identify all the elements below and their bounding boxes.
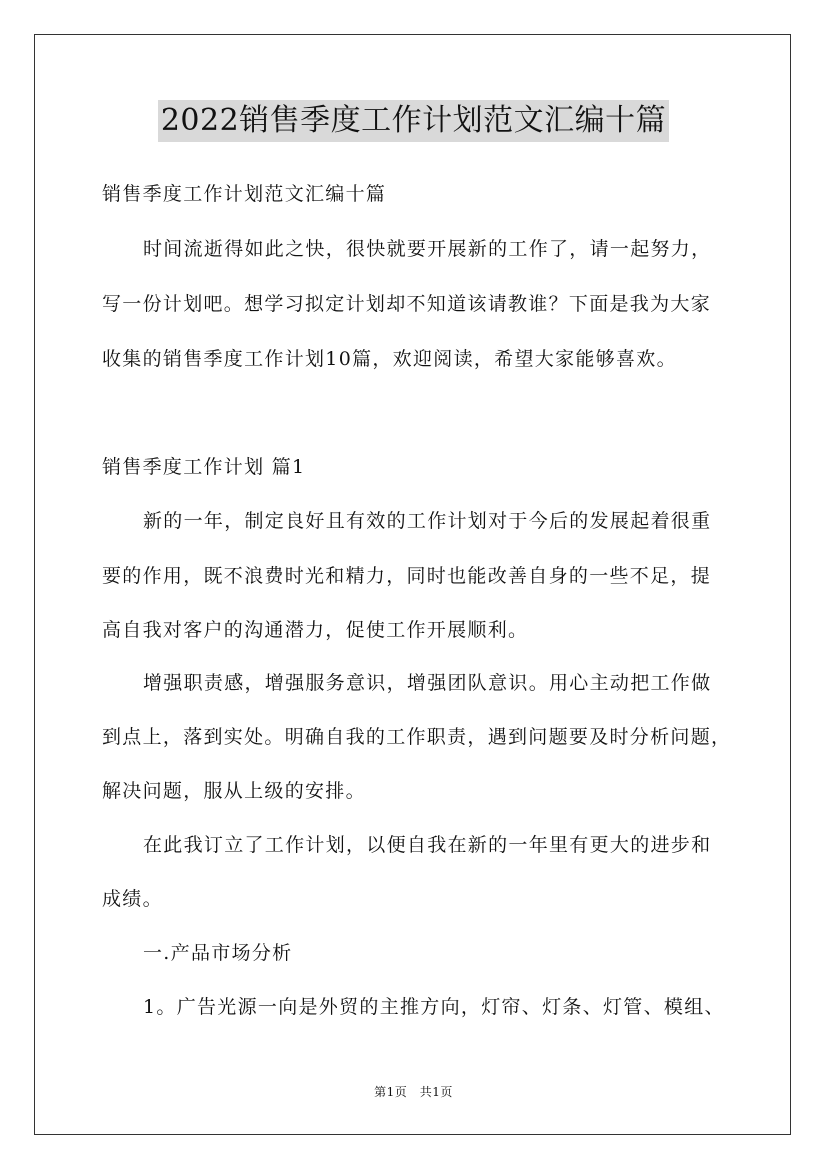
document-title: 2022销售季度工作计划范文汇编十篇 xyxy=(158,100,669,142)
paragraph-2-line-1: 增强职责感，增强服务意识，增强团队意识。用心主动把工作做 xyxy=(143,672,712,694)
subtitle-line: 销售季度工作计划范文汇编十篇 xyxy=(102,183,387,205)
paragraph-3-line-1: 在此我订立了工作计划，以便自我在新的一年里有更大的进步和 xyxy=(143,834,712,856)
paragraph-1-line-2: 要的作用，既不浪费时光和精力，同时也能改善自身的一些不足，提 xyxy=(102,565,712,587)
paragraph-2-line-3: 解决问题，服从上级的安排。 xyxy=(102,780,366,802)
paragraph-2-line-2: 到点上，落到实处。明确自我的工作职责，遇到问题要及时分析问题， xyxy=(102,726,732,748)
paragraph-3-line-2: 成绩。 xyxy=(102,888,163,910)
paragraph-1-line-1: 新的一年，制定良好且有效的工作计划对于今后的发展起着很重 xyxy=(143,510,712,532)
subsection-heading: 一.产品市场分析 xyxy=(143,942,293,964)
intro-line-2: 写一份计划吧。想学习拟定计划却不知道该请教谁？下面是我为大家 xyxy=(102,293,712,315)
page-number-footer: 第1页 共1页 xyxy=(374,1085,453,1099)
paragraph-1-line-3: 高自我对客户的沟通潜力，促使工作开展顺利。 xyxy=(102,619,529,641)
list-item-1: 1。广告光源一向是外贸的主推方向，灯帘、灯条、灯管、模组、 xyxy=(143,996,725,1018)
section-heading: 销售季度工作计划 篇1 xyxy=(102,456,306,478)
intro-line-3: 收集的销售季度工作计划10篇，欢迎阅读，希望大家能够喜欢。 xyxy=(102,348,677,370)
intro-line-1: 时间流逝得如此之快，很快就要开展新的工作了，请一起努力， xyxy=(143,238,712,260)
